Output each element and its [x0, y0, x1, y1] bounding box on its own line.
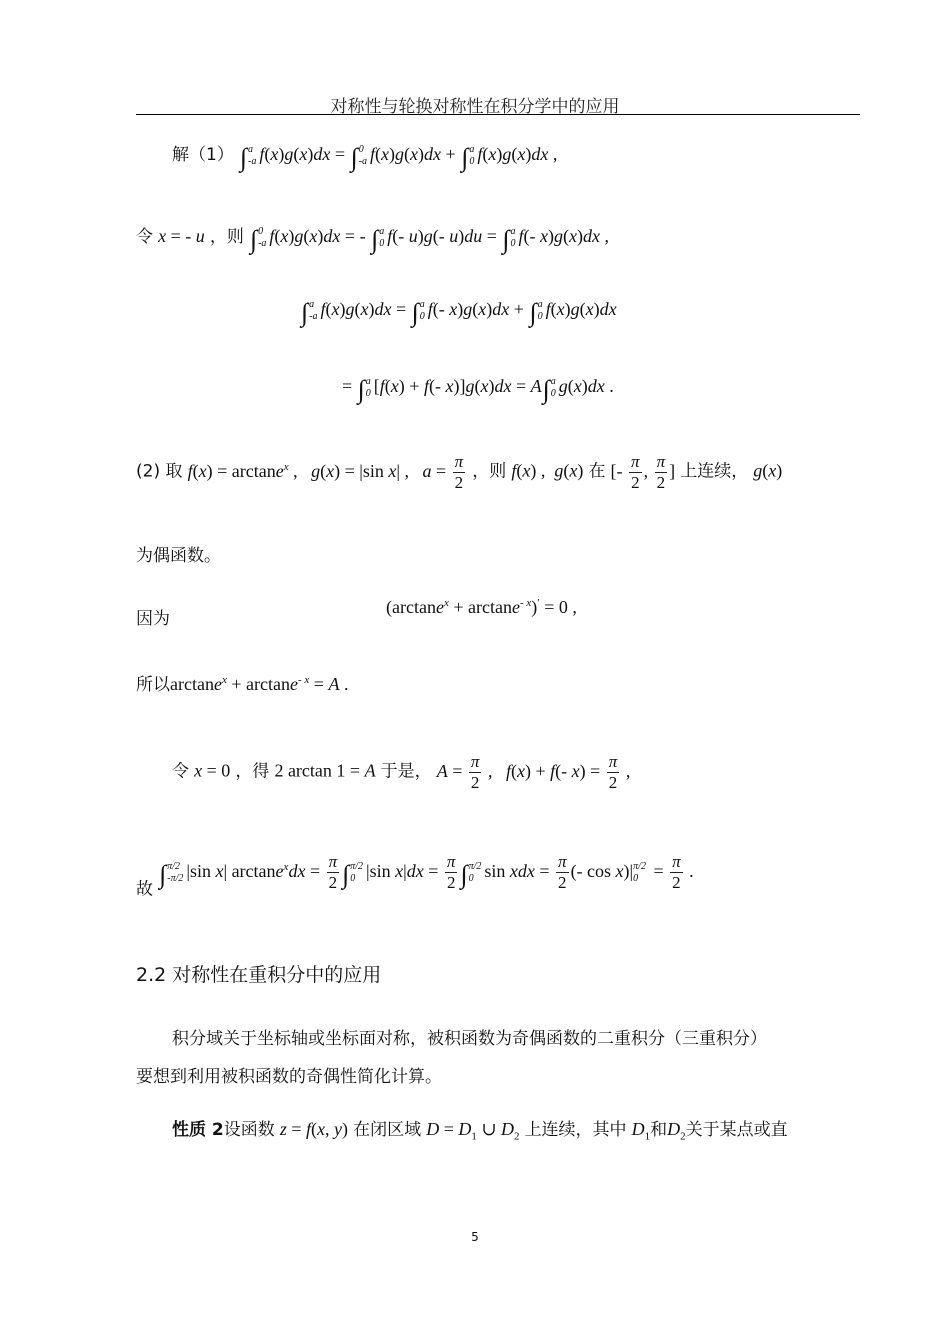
ling2-label: 令 — [172, 761, 189, 782]
zai-label: 在 — [588, 461, 606, 482]
paragraph-line-2: 要想到利用被积函数的奇偶性简化计算。 — [136, 1067, 442, 1087]
property-line: 性质 2设函数 z = f(x, y) 在闭区域 $D = D_1$ ∪ $D_2$ 上连续，其中 $D_1$和$D_2$关于某点或直 — [172, 1119, 788, 1143]
eq-line-2: 令 x = - u ，则 ∫ 0 -a f(x)g(x)dx = - ∫ a 0 f(- u)g(- u)du = ∫ a 0 f(- x)g(x)dx , — [136, 225, 610, 254]
eq-line-3 — [300, 298, 617, 328]
yushi-label: 于是， — [380, 761, 432, 782]
equation-final: ∫ π/2 -π/2 |sin x| arctane$^x$dx = $\frac{\pi}{2}$ ∫ π/2 0 |sin x|dx = $\frac{\pi}{2}$ ∫ π/2 0 sin xdx = $\frac{\pi}{2}$ (- cos x)| π/2 0 = $\frac{\pi}{2}$ . — [159, 852, 694, 892]
prop-text-2: 在闭区域 — [353, 1120, 422, 1140]
equation-4: = ∫ a 0 [f(x) + f(- x)]g(x)dx = A∫ a 0 g(x)dx . — [342, 375, 614, 404]
lianxu-label: 上连续， — [680, 461, 749, 482]
running-header: 对称性与轮换对称性在积分学中的应用 — [330, 97, 620, 117]
ze2-label: ，则 — [472, 461, 507, 482]
prop-text-4: 和 — [650, 1120, 668, 1140]
eq-line-8: 令 x = 0 ，得 2 arctan 1 = A 于是， A = $\frac{\pi}{2}$ , f(x) + f(- x) = $\frac{\pi}{2}$ , — [172, 752, 631, 792]
ze-label: ，则 — [209, 227, 244, 247]
part2-label: (2) 取 — [136, 461, 183, 482]
eq-line-1 — [172, 140, 557, 173]
eq-line-7: 所以arctane$^x$ + arctane$^{- x}$ = A . — [136, 674, 349, 695]
header-rule — [136, 114, 860, 115]
eq-line-5: (2) 取 f(x) = arctane$^x$ , g(x) = |sin x| , a = $\frac{\pi}{2}$ ，则 f(x) , g(x) 在 [- $\frac{\pi}{2}$ , $\frac{\pi}{2}$ ] 上连续， g(x) — [136, 452, 783, 492]
section-heading: 2.2 对称性在重积分中的应用 — [136, 964, 382, 986]
eq-line-4 — [342, 375, 614, 405]
prop-text-5: 关于某点或直 — [685, 1120, 788, 1140]
equation-derivative: (arctane$^x$ + arctane$^{- x}$)′ = 0 , — [386, 597, 577, 617]
yinwei-label: 因为 — [136, 609, 170, 629]
prop-text-1: 设函数 — [223, 1120, 275, 1140]
equation-1: ∫ a -a f(x)g(x)dx = ∫ 0 -a f(x)g(x)dx + ∫ a 0 f(x)g(x)dx , — [239, 143, 558, 172]
eq-line-9 — [136, 852, 694, 900]
prop-text-3: 上连续，其中 — [524, 1120, 627, 1140]
equation-3: ∫ a -a f(x)g(x)dx = ∫ a 0 f(- x)g(x)dx + ∫ a 0 f(x)g(x)dx — [301, 298, 617, 327]
property-label: 性质 2 — [172, 1120, 224, 1140]
solve-label: 解（1） — [172, 145, 234, 165]
even-function-text: 为偶函数。 — [136, 546, 221, 566]
page-number: 5 — [471, 1230, 479, 1244]
ling-label: 令 — [136, 227, 153, 247]
gu-label: 故 — [136, 879, 153, 900]
paragraph-line-1: 积分域关于坐标轴或坐标面对称，被积函数为奇偶函数的二重积分（三重积分） — [172, 1029, 767, 1049]
equation-2: ∫ 0 -a f(x)g(x)dx = - ∫ a 0 f(- u)g(- u)du = ∫ a 0 f(- x)g(x)dx , — [249, 225, 610, 254]
suoyi-label: 所以 — [136, 675, 170, 695]
de-label: ，得 — [235, 761, 270, 782]
